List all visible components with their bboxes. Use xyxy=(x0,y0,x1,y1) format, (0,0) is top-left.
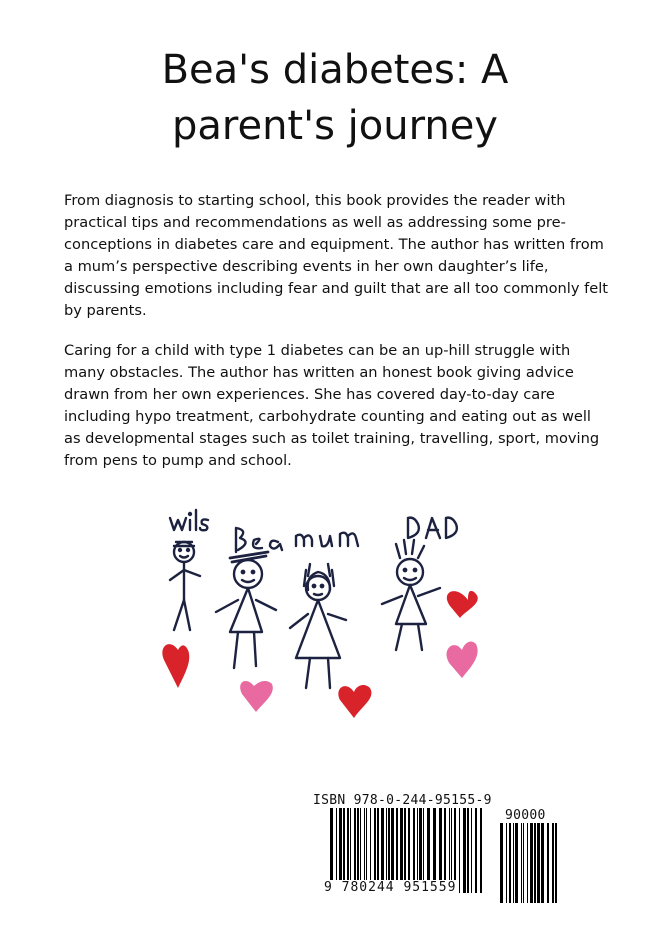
barcode-bar xyxy=(537,823,540,903)
barcode-bar xyxy=(475,808,477,893)
heart-icon xyxy=(240,681,273,712)
title-line-2: parent's journey xyxy=(172,103,498,149)
family-drawing xyxy=(150,500,510,740)
barcode-bar xyxy=(552,823,554,903)
label-mum xyxy=(296,533,358,547)
isbn-label: ISBN 978-0-244-95155-9 xyxy=(313,793,492,808)
barcode-bar xyxy=(515,823,518,903)
figure-bea xyxy=(216,552,276,668)
blurb-paragraph-2: Caring for a child with type 1 diabetes can be an up-hill struggle with many obstacles. The author has written an honest book giving advice drawn from her own experiences. She has covered day-to-day care including hypo treatment, carbohydrate counting and eating out as well as developmental stages such as toilet training, travelling, sport, moving from pens to pump and school. xyxy=(64,342,600,469)
figure-wils xyxy=(170,542,200,630)
barcode-bar xyxy=(547,823,549,903)
barcode-digits: 9 780244 951559 xyxy=(324,880,457,895)
barcode-bar xyxy=(521,823,522,903)
barcode-bar xyxy=(471,808,472,893)
barcode-bar xyxy=(467,808,469,893)
heart-icon xyxy=(447,642,478,678)
blurb-paragraph-1: From diagnosis to starting school, this book provides the reader with practical tips and recommendations as well as addressing some pre-conceptions in diabetes care and equipment. The author has written from a mum’s perspective describing events in her own daughter’s life, discussing emotions including fear and guilt that are all too commonly felt by parents. xyxy=(64,192,609,319)
barcode-bar xyxy=(509,823,511,903)
heart-icon xyxy=(447,591,478,618)
title-line-1: Bea's diabetes: A xyxy=(161,47,509,93)
figure-mum xyxy=(290,564,346,688)
barcode-bar xyxy=(463,808,466,893)
barcode-bar xyxy=(555,823,557,903)
figure-dad xyxy=(382,540,440,650)
barcode-bar xyxy=(513,823,514,903)
barcode-bar xyxy=(523,823,524,903)
barcode-bar xyxy=(506,823,507,903)
book-title xyxy=(60,42,610,154)
barcode-bar xyxy=(527,823,528,903)
label-dad xyxy=(408,518,457,538)
label-wils xyxy=(170,510,208,530)
barcode-bar xyxy=(459,808,460,893)
label-bea xyxy=(236,528,282,552)
heart-icon xyxy=(338,685,371,718)
addon-barcode xyxy=(500,823,558,903)
barcode-bar xyxy=(500,823,503,903)
barcode-bar xyxy=(530,823,533,903)
barcode-bar xyxy=(534,823,536,903)
barcode-bar xyxy=(480,808,482,893)
barcode-addon-number: 90000 xyxy=(505,808,546,823)
heart-icon xyxy=(162,644,189,688)
barcode-bar xyxy=(541,823,544,903)
